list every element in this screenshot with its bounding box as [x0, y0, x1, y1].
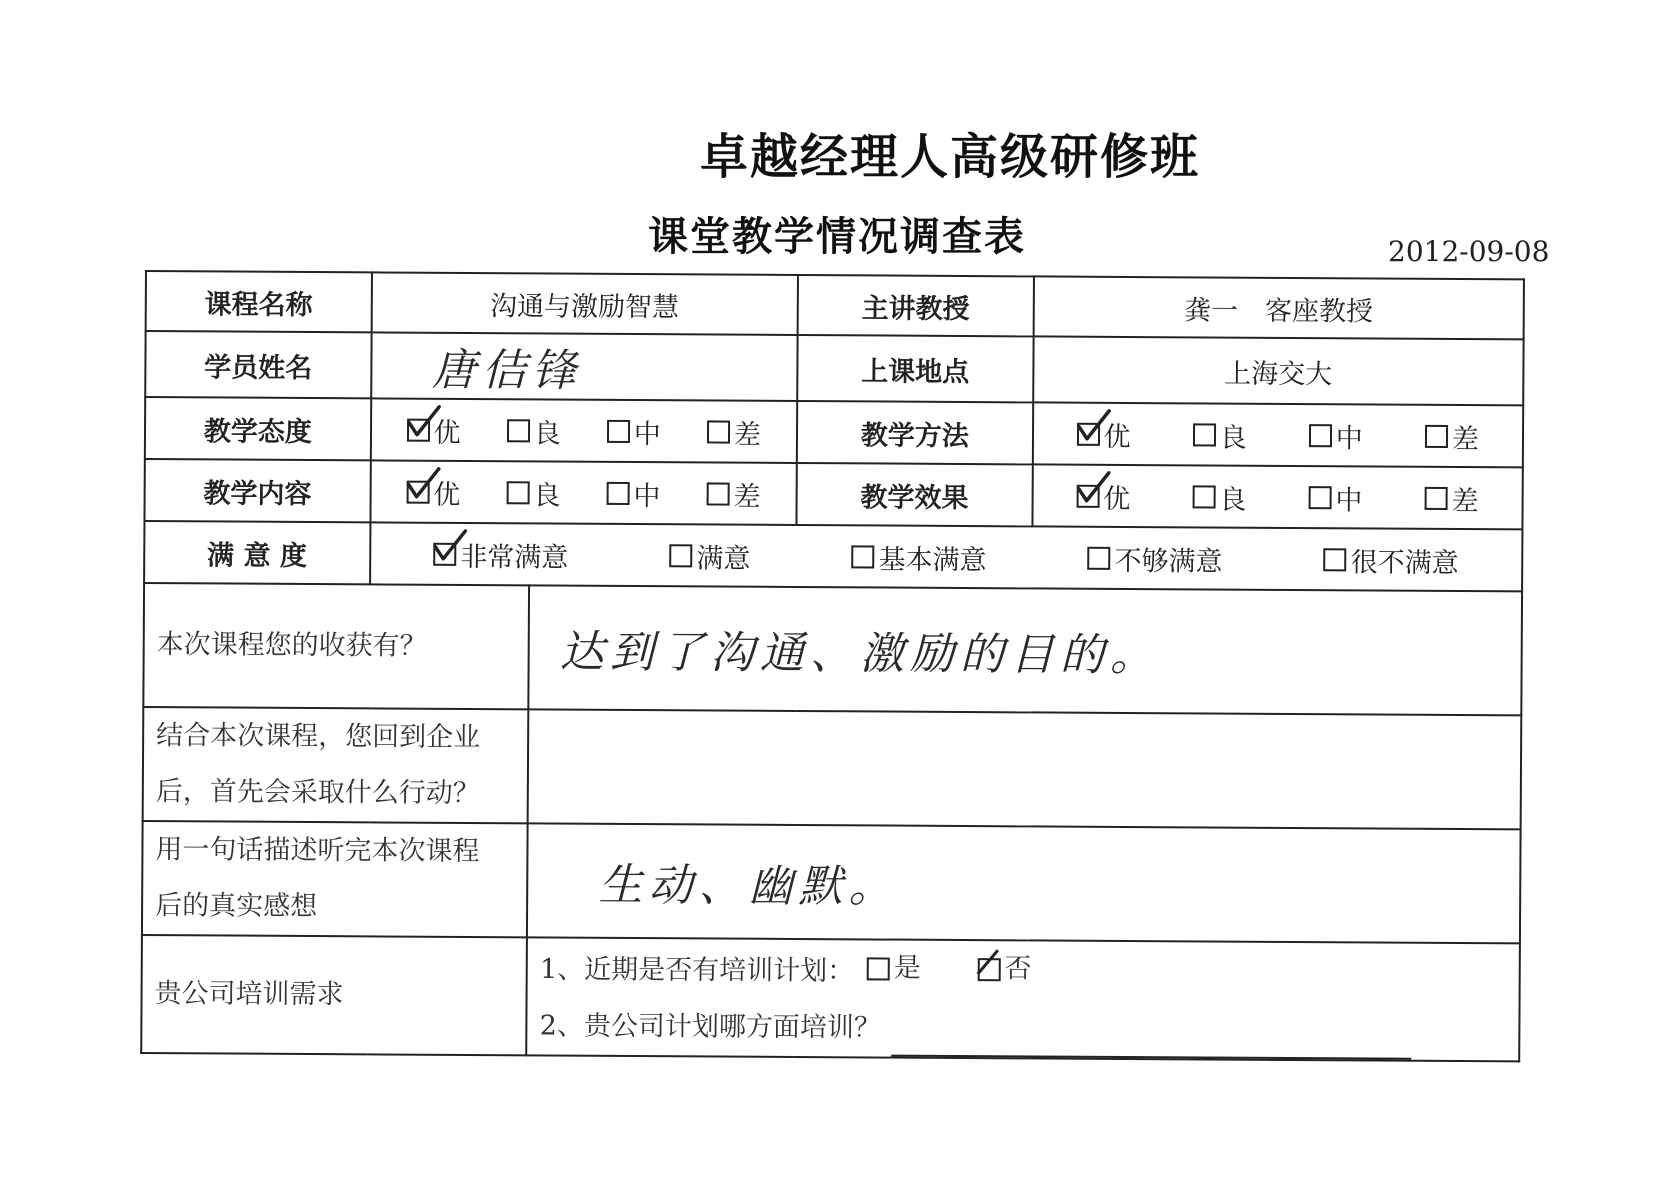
method-rating-group: [1045, 414, 1510, 456]
method-options: [1032, 402, 1523, 467]
location-label: 上课地点: [797, 335, 1033, 402]
row-course: [146, 271, 1524, 339]
location-value[interactable]: 上海交大: [1033, 336, 1524, 405]
checkbox-icon: [506, 481, 529, 504]
attitude-option-0[interactable]: [406, 410, 460, 449]
form-subtitle: 课堂教学情况调查表: [648, 214, 1026, 260]
student-label: 学员姓名: [145, 331, 371, 398]
effect-option-0[interactable]: [1076, 476, 1130, 515]
option-label: 良: [533, 417, 561, 450]
checkbox-icon: [507, 419, 530, 442]
checkbox-icon: [707, 482, 730, 505]
checkbox-icon: [707, 420, 730, 443]
option-label: 优: [1103, 421, 1131, 453]
training-label: 贵公司培训需求: [141, 935, 527, 1055]
content-option-3[interactable]: [706, 474, 760, 513]
satisfaction-option-0[interactable]: [433, 534, 568, 574]
row-attitude-method: [145, 397, 1523, 467]
content-rating-group: [383, 472, 784, 513]
checkmark-icon: [1074, 470, 1110, 506]
checked-checkbox-icon: [977, 958, 1000, 981]
survey-table: [140, 270, 1525, 1062]
gain-question: 本次课程您的收获有？: [143, 583, 529, 709]
checked-checkbox-icon: [1076, 484, 1099, 507]
option-label: 差: [733, 419, 762, 451]
feeling-answer-field[interactable]: [527, 823, 1520, 943]
checked-checkbox-icon: [1077, 422, 1100, 445]
training-area-blank[interactable]: [891, 1024, 1411, 1059]
option-label: 优: [1103, 483, 1131, 515]
method-option-3[interactable]: [1425, 416, 1479, 455]
checked-checkbox-icon: [433, 542, 456, 565]
satisfaction-rating-group: [383, 534, 1510, 580]
checkbox-icon: [1425, 424, 1448, 447]
satisfaction-option-4[interactable]: [1324, 540, 1459, 580]
effect-option-2[interactable]: [1308, 478, 1362, 517]
form-date: 2012-09-08: [1388, 235, 1550, 268]
content-option-2[interactable]: [606, 473, 660, 512]
option-label: 差: [1451, 485, 1479, 517]
checkmark-icon: [431, 528, 467, 564]
option-label: 中: [1335, 422, 1363, 454]
satisfaction-label: 满 意 度: [144, 521, 370, 584]
row-action: [143, 707, 1522, 829]
attitude-option-2[interactable]: [607, 411, 661, 450]
training-plan-yes[interactable]: [867, 940, 921, 996]
student-name-field[interactable]: [371, 332, 798, 401]
option-label: 很不满意: [1350, 546, 1459, 579]
professor-value[interactable]: 龚一 客座教授: [1033, 276, 1524, 339]
professor-label: 主讲教授: [798, 275, 1034, 336]
method-label: 教学方法: [797, 401, 1033, 464]
row-student: [145, 331, 1523, 405]
training-plan-no[interactable]: [977, 941, 1031, 997]
attitude-option-1[interactable]: [507, 411, 561, 450]
course-label: 课程名称: [146, 271, 372, 332]
effect-option-1[interactable]: [1192, 477, 1246, 516]
method-option-1[interactable]: [1193, 415, 1247, 454]
row-gain: [143, 583, 1522, 715]
action-answer-field[interactable]: [528, 709, 1521, 829]
checkmark-icon: [405, 404, 441, 440]
checkbox-icon: [867, 957, 890, 980]
training-area-question: [540, 998, 1507, 1060]
training-plan-question-text: 1、近期是否有培训计划：: [539, 953, 855, 987]
option-label: 良: [1219, 422, 1247, 454]
checkbox-icon: [1308, 486, 1331, 509]
option-label: 差: [733, 481, 761, 513]
training-plan-yes-label: 是: [893, 952, 921, 984]
action-question-line2: 后，首先会采取什么行动？: [155, 776, 480, 810]
course-value[interactable]: 沟通与激励智慧: [371, 272, 798, 335]
option-label: 中: [633, 418, 661, 450]
checked-checkbox-icon: [406, 480, 429, 503]
action-question: [143, 707, 529, 823]
option-label: 中: [633, 480, 661, 512]
satisfaction-option-2[interactable]: [851, 537, 986, 577]
attitude-options: [370, 398, 797, 463]
option-label: 中: [1335, 484, 1363, 516]
gain-answer-field[interactable]: [529, 585, 1522, 715]
feeling-question-line2: 后的真实感想: [155, 890, 318, 923]
student-name-handwriting: 唐佶锋: [431, 344, 583, 397]
option-label: 良: [533, 479, 561, 512]
row-feeling: [142, 821, 1521, 943]
checkbox-icon: [669, 544, 692, 567]
action-question-line1: 结合本次课程，您回到企业: [156, 720, 481, 754]
checked-checkbox-icon: [407, 418, 430, 441]
row-satisfaction: [144, 521, 1522, 591]
training-plan-no-label: 否: [1004, 953, 1032, 985]
option-label: 优: [433, 479, 461, 511]
checkbox-icon: [607, 419, 630, 442]
option-label: 优: [433, 417, 461, 449]
checkbox-icon: [1309, 424, 1332, 447]
option-label: 满意: [696, 542, 751, 575]
option-label: 非常满意: [460, 541, 569, 574]
method-option-2[interactable]: [1309, 416, 1363, 455]
satisfaction-option-1[interactable]: [669, 536, 750, 575]
option-label: 良: [1219, 484, 1247, 516]
checkmark-icon: [1075, 408, 1111, 444]
row-content-effect: [144, 459, 1522, 529]
training-questions: [527, 937, 1520, 1061]
option-label: 差: [1451, 423, 1480, 455]
content-options: [370, 460, 797, 525]
checkbox-icon: [1193, 423, 1216, 446]
checkbox-icon: [1088, 546, 1111, 569]
option-label: 基本满意: [878, 543, 987, 576]
training-area-question-text: 2、贵公司计划哪方面培训？: [539, 1009, 881, 1044]
gain-answer-handwriting: 达到了沟通、激励的目的。: [559, 626, 1161, 682]
content-label: 教学内容: [144, 459, 370, 522]
checkbox-icon: [1324, 548, 1347, 571]
row-training: [141, 935, 1520, 1061]
checkbox-icon: [1424, 486, 1447, 509]
feeling-question: [142, 821, 528, 937]
checkmark-icon: [404, 466, 440, 502]
effect-label: 教学效果: [796, 463, 1032, 526]
page-title: 卓越经理人高级研修班: [700, 129, 1201, 185]
method-option-0[interactable]: [1077, 414, 1131, 453]
checkmark-icon: [975, 944, 1011, 980]
attitude-option-3[interactable]: [707, 412, 761, 451]
attitude-rating-group: [383, 410, 784, 451]
content-option-1[interactable]: [506, 473, 560, 512]
feeling-question-line1: 用一句话描述听完本次课程: [155, 834, 480, 868]
option-label: 不够满意: [1114, 545, 1223, 578]
effect-option-3[interactable]: [1424, 478, 1478, 517]
effect-rating-group: [1045, 476, 1510, 518]
checkbox-icon: [851, 545, 874, 568]
checkbox-icon: [1192, 485, 1215, 508]
satisfaction-options: [370, 522, 1523, 591]
training-plan-question: [540, 938, 1507, 1003]
attitude-label: 教学态度: [145, 397, 371, 460]
effect-options: [1032, 464, 1523, 529]
content-option-0[interactable]: [406, 472, 460, 511]
checkbox-icon: [606, 481, 629, 504]
feeling-answer-handwriting: 生动、幽默。: [598, 859, 899, 913]
satisfaction-option-3[interactable]: [1087, 538, 1222, 578]
